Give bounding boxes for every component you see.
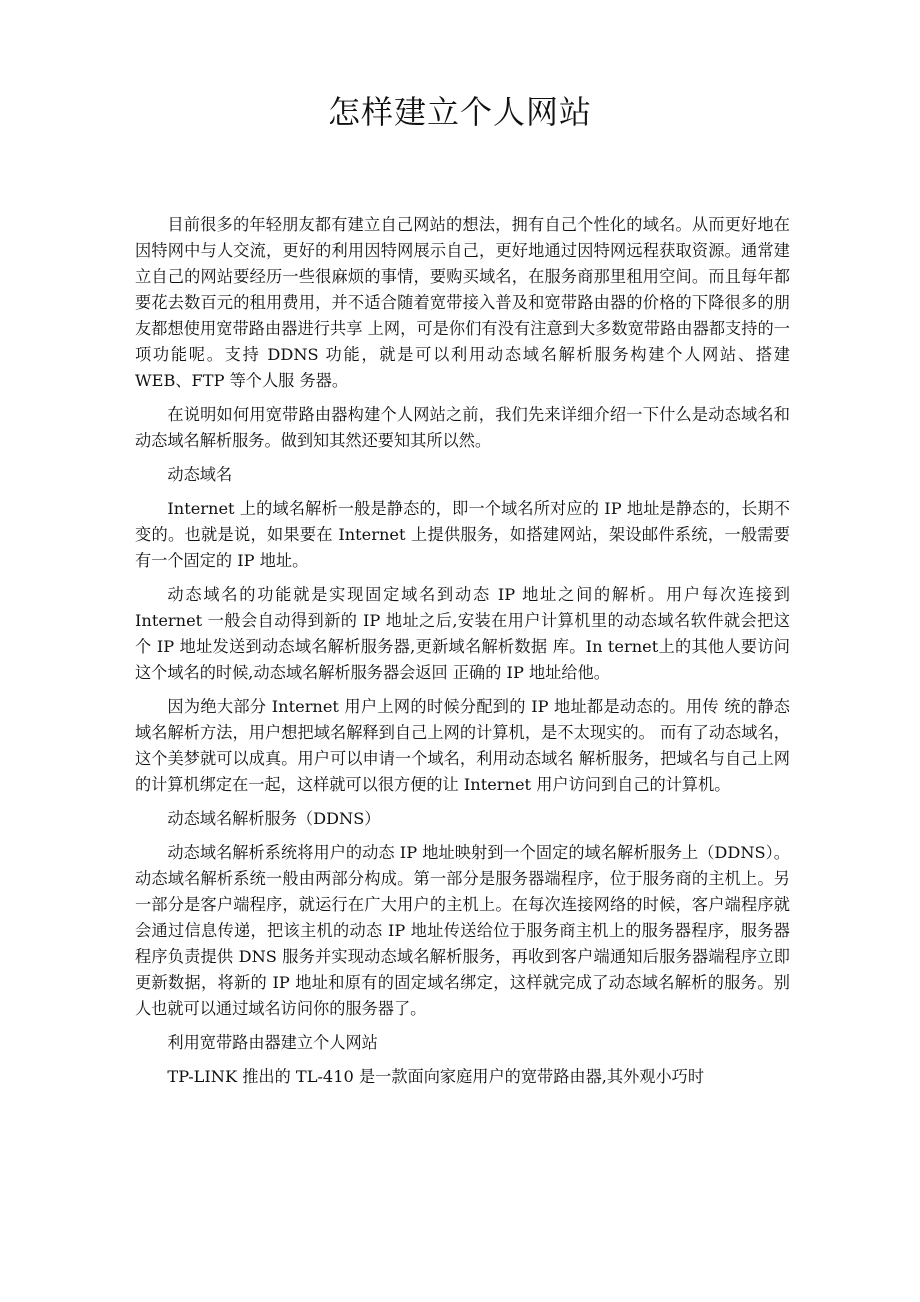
paragraph-dynamic-function: 动态域名的功能就是实现固定域名到动态 IP 地址之间的解析。用户每次连接到 Internet 一般会自动得到新的 IP 地址之后,安装在用户计算机里的动态域名软件就会把这个 IP 地址发送到动态域名解析服务器,更新域名解析数据 库。In ternet上的其他人要访问这个域名的时候,动态域名解析服务器会返回 正确的 IP 地址给他。 bbox=[135, 585, 790, 682]
paragraph-ddns-system: 动态域名解析系统将用户的动态 IP 地址映射到一个固定的域名解析服务上（DDNS）。动态域名解析系统一般由两部分构成。第一部分是服务器端程序，位于服务商的主机上。另一部分是客户端程序，就运行在广大用户的主机上。在每次连接网络的时候，客户端程序就会通过信息传递，把该主机的动态 IP 地址传送给位于服务商主机上的服务器程序，服务器程序负责提供 DNS 服务并实现动态域名解析服务，再收到客户端通知后服务器端程序立即更新数据，将新的 IP 地址和原有的固定域名绑定，这样就完成了动态域名解析的服务。别人也就可以通过域名访问你的服务器了。 bbox=[135, 843, 790, 1018]
paragraph-static-resolution: Internet 上的域名解析一般是静态的，即一个域名所对应的 IP 地址是静态的，长期不变的。也就是说，如果要在 Internet 上提供服务，如搭建网站，架设邮件系统，一般需要有一个固定的 IP 地址。 bbox=[135, 499, 790, 570]
document-title: 怎样建立个人网站 bbox=[327, 93, 592, 131]
paragraph-tplink-router: TP-LINK 推出的 TL-410 是一款面向家庭用户的宽带路由器,其外观小巧时 bbox=[167, 1067, 705, 1086]
section-heading-dynamic-domain: 动态域名 bbox=[167, 465, 233, 484]
paragraph-dynamic-benefit: 因为绝大部分 Internet 用户上网的时候分配到的 IP 地址都是动态的。用传 统的静态域名解析方法，用户想把域名解释到自己上网的计算机，是不太现实的。 而有了动态域名，这个美梦就可以成真。用户可以申请一个域名，利用动态域名 解析服务，把域名与自己上网的计算机绑定在一起，这样就可以很方便的让 Internet 用户访问到自己的计算机。 bbox=[135, 697, 790, 794]
paragraph-intro: 目前很多的年轻朋友都有建立自己网站的想法，拥有自己个性化的域名。从而更好地在因特网中与人交流，更好的利用因特网展示自己，更好地通过因特网远程获取资源。通常建立自己的网站要经历一些很麻烦的事情，要购买域名，在服务商那里租用空间。而且每年都要花去数百元的租用费用，并不适合随着宽带接入普及和宽带路由器的价格的下降很多的朋友都想使用宽带路由器进行共享 上网，可是你们有没有注意到大多数宽带路由器都支持的一项功能呢。支持 DDNS 功能，就是可以利用动态域名解析服务构建个人网站、搭建 WEB、FTP 等个人服 务器。 bbox=[135, 215, 790, 390]
section-heading-router-website: 利用宽带路由器建立个人网站 bbox=[167, 1033, 378, 1052]
document-body bbox=[135, 212, 790, 1098]
section-heading-ddns: 动态域名解析服务（DDNS） bbox=[167, 809, 381, 828]
paragraph-before-explanation: 在说明如何用宽带路由器构建个人网站之前，我们先来详细介绍一下什么是动态域名和动态域名解析服务。做到知其然还要知其所以然。 bbox=[135, 405, 790, 450]
